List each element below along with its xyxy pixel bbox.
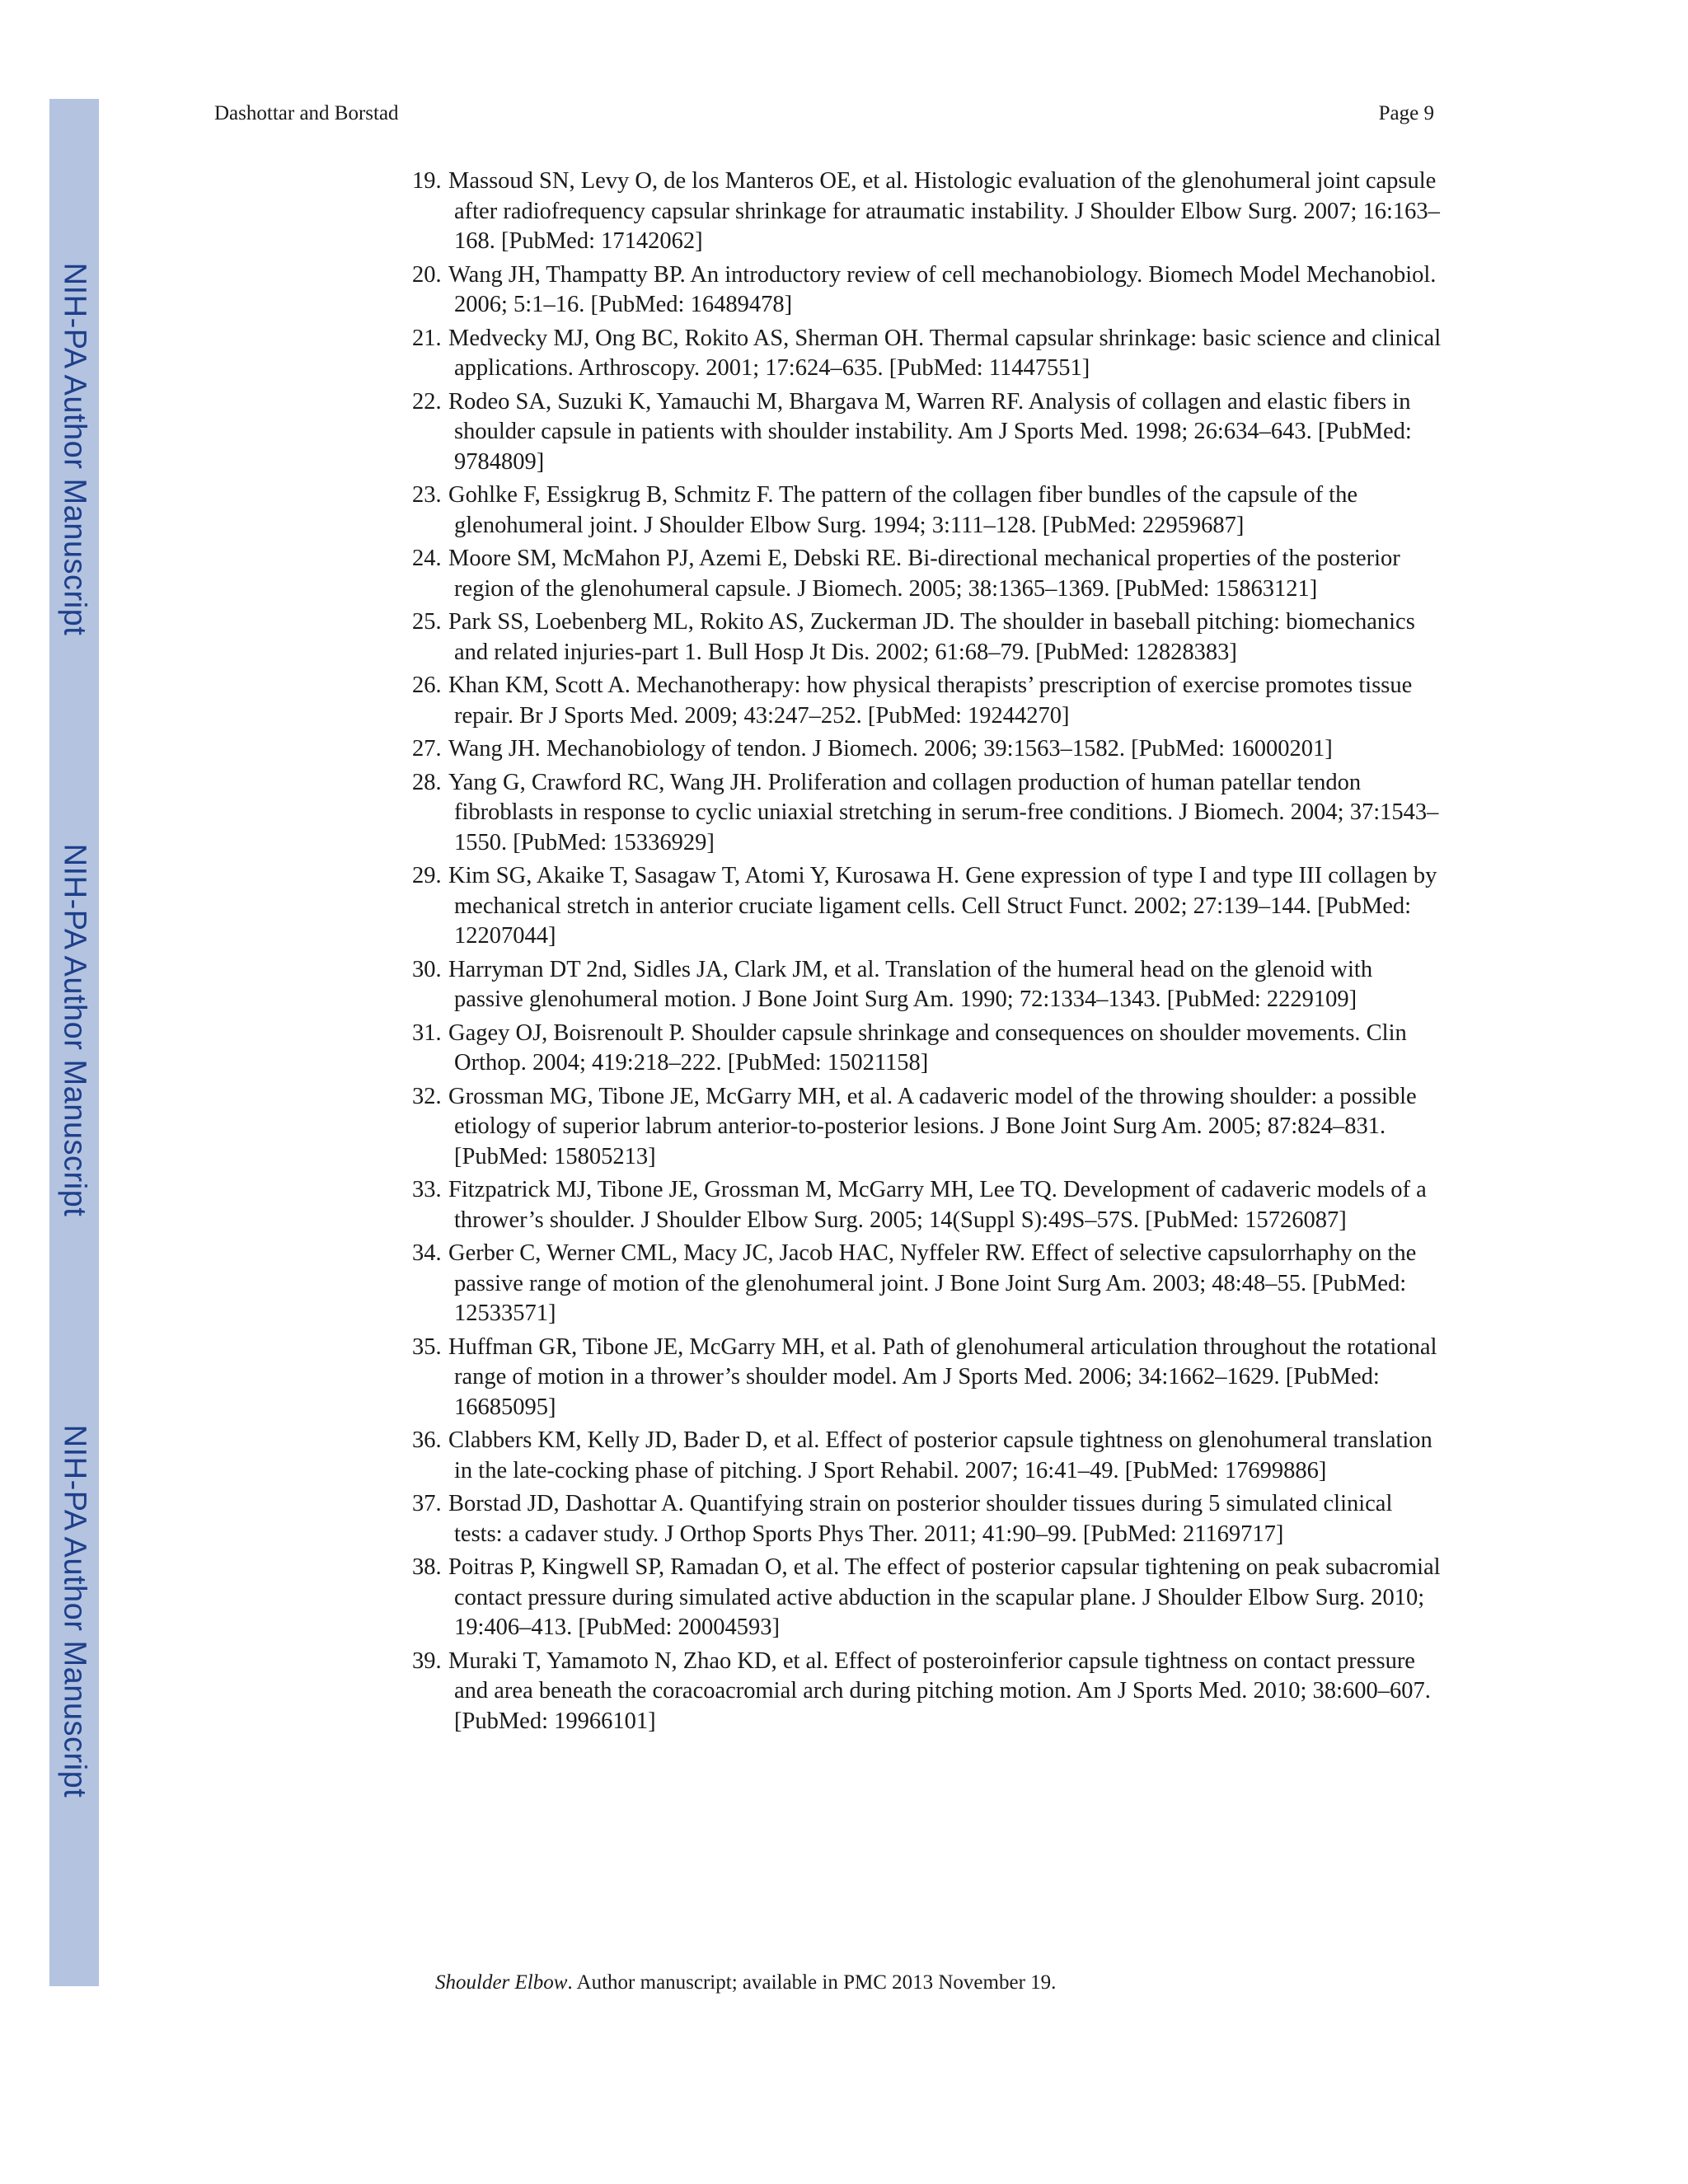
reference-number: 19.: [412, 168, 442, 194]
reference-number: 26.: [412, 673, 442, 698]
reference-number: 39.: [412, 1647, 442, 1674]
reference-number: 30.: [412, 956, 442, 982]
reference-item: [412, 1019, 1442, 1079]
reference-text: Harryman DT 2nd, Sidles JA, Clark JM, et al. Translation of the humeral head on the glenoid with passive glenohumeral motion. J Bone Joint Surg Am. 1990; 72:1334–1343. [PubMed: 2229109]: [448, 956, 1373, 1012]
reference-item: [412, 166, 1442, 257]
reference-number: 33.: [412, 1177, 442, 1202]
reference-number: 35.: [412, 1333, 442, 1360]
reference-text: Gohlke F, Essigkrug B, Schmitz F. The pattern of the collagen fiber bundles of the capsule of the glenohumeral joint. J Shoulder Elbow Surg. 1994; 3:111–128. [PubMed: 22959687]: [448, 482, 1357, 538]
footer-availability: . Author manuscript; available in PMC 2013 November 19.: [567, 1971, 1057, 1994]
reference-item: [412, 1239, 1442, 1329]
reference-item: [412, 607, 1442, 668]
reference-item: [412, 480, 1442, 541]
reference-text: Gagey OJ, Boisrenoult P. Shoulder capsule shrinkage and consequences on shoulder movements. Clin Orthop. 2004; 419:218–222. [PubMed: 15021158]: [448, 1019, 1407, 1076]
reference-text: Massoud SN, Levy O, de los Manteros OE, et al. Histologic evaluation of the glenohumeral joint capsule after radiofrequency capsular shrinkage for atraumatic instability. J Shoulder Elbow Surg. 2007; 16:163–168. [PubMed: 17142062]: [448, 168, 1440, 254]
reference-item: [412, 955, 1442, 1015]
running-header-authors: Dashottar and Borstad: [214, 102, 399, 124]
reference-number: 29.: [412, 863, 442, 888]
reference-item: [412, 324, 1442, 384]
reference-item: [412, 1426, 1442, 1486]
reference-item: [412, 768, 1442, 859]
reference-number: 22.: [412, 388, 442, 415]
reference-item: [412, 260, 1442, 321]
reference-number: 28.: [412, 769, 442, 795]
reference-text: Fitzpatrick MJ, Tibone JE, Grossman M, McGarry MH, Lee TQ. Development of cadaveric models of a thrower’s shoulder. J Shoulder Elbow Surg. 2005; 14(Suppl S):49S–57S. [PubMed: 15726087]: [448, 1177, 1427, 1233]
reference-text: Poitras P, Kingwell SP, Ramadan O, et al. The effect of posterior capsular tightening on peak subacromial contact pressure during simulated active abduction in the scapular plane. J Shoulder Elbow Surg. 2010; 19:406–413. [PubMed: 20004593]: [448, 1554, 1441, 1640]
reference-text: Kim SG, Akaike T, Sasagaw T, Atomi Y, Kurosawa H. Gene expression of type I and type III collagen by mechanical stretch in anterior cruciate ligament cells. Cell Struct Funct. 2002; 27:139–144. [PubMed: 12207044]: [448, 863, 1437, 949]
reference-number: 25.: [412, 609, 442, 635]
reference-text: Wang JH, Thampatty BP. An introductory review of cell mechanobiology. Biomech Model Mechanobiol. 2006; 5:1–16. [PubMed: 16489478]: [448, 261, 1437, 317]
page-number: Page 9: [1378, 102, 1434, 124]
reference-item: [412, 1333, 1442, 1423]
reference-number: 34.: [412, 1240, 442, 1266]
reference-item: [412, 1647, 1442, 1737]
reference-text: Grossman MG, Tibone JE, McGarry MH, et al. A cadaveric model of the throwing shoulder: a possible etiology of superior labrum anterior-to-posterior lesions. J Bone Joint Surg Am. 2005; 87:824–831. [PubMed: 15805213]: [448, 1083, 1417, 1169]
page-footer: [435, 1971, 1056, 1994]
reference-text: Muraki T, Yamamoto N, Zhao KD, et al. Effect of posteroinferior capsule tightness on contact pressure and area beneath the coracoacromial arch during pitching motion. Am J Sports Med. 2010; 38:600–607. [PubMed: 19966101]: [448, 1647, 1431, 1734]
reference-text: Moore SM, McMahon PJ, Azemi E, Debski RE. Bi-directional mechanical properties of the posterior region of the glenohumeral capsule. J Biomech. 2005; 38:1365–1369. [PubMed: 15863121]: [448, 546, 1400, 602]
reference-text: Khan KM, Scott A. Mechanotherapy: how physical therapists’ prescription of exercise promotes tissue repair. Br J Sports Med. 2009; 43:247–252. [PubMed: 19244270]: [448, 673, 1413, 729]
reference-text: Clabbers KM, Kelly JD, Bader D, et al. Effect of posterior capsule tightness on glenohumeral translation in the late-cocking phase of pitching. J Sport Rehabil. 2007; 16:41–49. [PubMed: 17699886]: [448, 1427, 1432, 1483]
reference-item: [412, 544, 1442, 604]
reference-number: 21.: [412, 325, 442, 351]
reference-number: 38.: [412, 1554, 442, 1580]
reference-text: Medvecky MJ, Ong BC, Rokito AS, Sherman OH. Thermal capsular shrinkage: basic science and clinical applications. Arthroscopy. 2001; 17:624–635. [PubMed: 11447551]: [448, 325, 1442, 381]
reference-text: Park SS, Loebenberg ML, Rokito AS, Zuckerman JD. The shoulder in baseball pitching: biomechanics and related injuries-part 1. Bull Hosp Jt Dis. 2002; 61:68–79. [PubMed: 12828383]: [448, 609, 1415, 665]
reference-item: [412, 1553, 1442, 1643]
reference-item: [412, 387, 1442, 478]
reference-number: 32.: [412, 1083, 442, 1109]
reference-item: [412, 1082, 1442, 1173]
sidebar-label-text: NIH-PA Author Manuscript: [57, 843, 92, 1217]
reference-number: 23.: [412, 482, 442, 508]
reference-text: Rodeo SA, Suzuki K, Yamauchi M, Bhargava M, Warren RF. Analysis of collagen and elastic fibers in shoulder capsule in patients with shoulder instability. Am J Sports Med. 1998; 26:634–643. [PubMed: 9784809]: [448, 388, 1412, 475]
footer-journal: Shoulder Elbow: [435, 1971, 568, 1994]
reference-text: Wang JH. Mechanobiology of tendon. J Biomech. 2006; 39:1563–1582. [PubMed: 16000201]: [448, 736, 1333, 762]
reference-item: [412, 734, 1442, 765]
reference-number: 27.: [412, 736, 442, 762]
reference-number: 31.: [412, 1019, 442, 1046]
reference-number: 36.: [412, 1427, 442, 1453]
reference-item: [412, 671, 1442, 731]
reference-text: Borstad JD, Dashottar A. Quantifying strain on posterior shoulder tissues during 5 simulated clinical tests: a cadaver study. J Orthop Sports Phys Ther. 2011; 41:90–99. [PubMed: 21169717]: [448, 1491, 1393, 1547]
reference-item: [412, 1175, 1442, 1235]
reference-list: [412, 166, 1442, 1740]
sidebar-label-text: NIH-PA Author Manuscript: [57, 1424, 92, 1798]
reference-text: Gerber C, Werner CML, Macy JC, Jacob HAC, Nyffeler RW. Effect of selective capsulorrhaphy on the passive range of motion of the glenohumeral joint. J Bone Joint Surg Am. 2003; 48:48–55. [PubMed: 12533571]: [448, 1240, 1417, 1326]
reference-text: Yang G, Crawford RC, Wang JH. Proliferation and collagen production of human patellar tendon fibroblasts in response to cyclic uniaxial stretching in serum-free conditions. J Biomech. 2004; 37:1543–1550. [PubMed: 15336929]: [448, 769, 1439, 855]
reference-item: [412, 1489, 1442, 1549]
reference-number: 20.: [412, 261, 442, 288]
sidebar-label-text: NIH-PA Author Manuscript: [57, 262, 92, 636]
reference-number: 37.: [412, 1491, 442, 1516]
reference-text: Huffman GR, Tibone JE, McGarry MH, et al. Path of glenohumeral articulation throughout the rotational range of motion in a thrower’s shoulder model. Am J Sports Med. 2006; 34:1662–1629. [PubMed: 16685095]: [448, 1333, 1437, 1420]
reference-number: 24.: [412, 546, 442, 571]
reference-item: [412, 861, 1442, 952]
